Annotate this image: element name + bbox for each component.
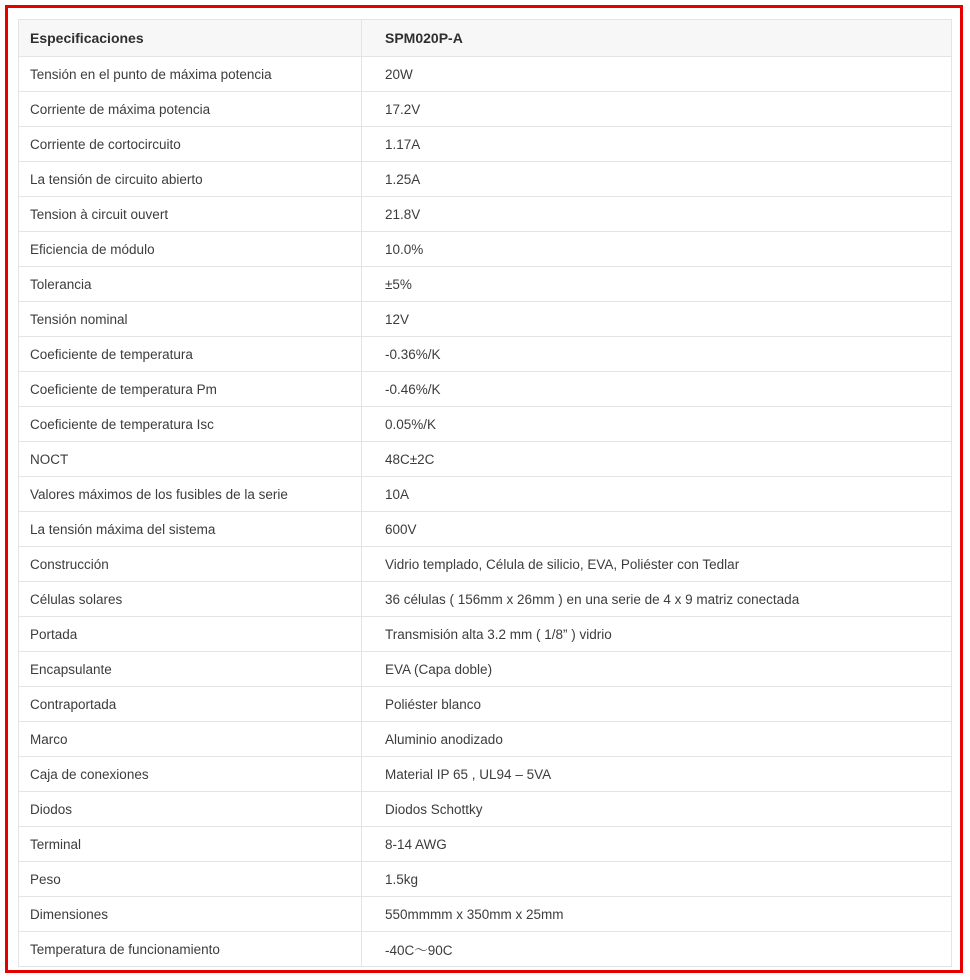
- spec-label: Coeficiente de temperatura Pm: [19, 372, 362, 407]
- spec-label: Tension à circuit ouvert: [19, 197, 362, 232]
- spec-label: La tensión máxima del sistema: [19, 512, 362, 547]
- table-row: [19, 127, 952, 162]
- spec-value: 21.8V: [362, 197, 952, 232]
- spec-value: -0.36%/K: [362, 337, 952, 372]
- spec-label: Tolerancia: [19, 267, 362, 302]
- spec-value: 1.17A: [362, 127, 952, 162]
- table-row: [19, 92, 952, 127]
- spec-label: Coeficiente de temperatura Isc: [19, 407, 362, 442]
- table-row: [19, 512, 952, 547]
- spec-label: Corriente de cortocircuito: [19, 127, 362, 162]
- table-row: [19, 57, 952, 92]
- table-row: [19, 582, 952, 617]
- spec-label: Tensión nominal: [19, 302, 362, 337]
- table-row: [19, 932, 952, 967]
- spec-label: Células solares: [19, 582, 362, 617]
- spec-label: Diodos: [19, 792, 362, 827]
- spec-label: Tensión en el punto de máxima potencia: [19, 57, 362, 92]
- spec-label: La tensión de circuito abierto: [19, 162, 362, 197]
- spec-value: Poliéster blanco: [362, 687, 952, 722]
- table-row: [19, 267, 952, 302]
- red-border-frame: [5, 5, 963, 973]
- spec-label: Eficiencia de módulo: [19, 232, 362, 267]
- table-row: [19, 372, 952, 407]
- spec-value: Vidrio templado, Célula de silicio, EVA, Poliéster con Tedlar: [362, 547, 952, 582]
- table-row: [19, 197, 952, 232]
- spec-label: Caja de conexiones: [19, 757, 362, 792]
- spec-label: Temperatura de funcionamiento: [19, 932, 362, 967]
- spec-value: 12V: [362, 302, 952, 337]
- table-row: [19, 757, 952, 792]
- spec-value: 8-14 AWG: [362, 827, 952, 862]
- spec-value: -40C～90C: [362, 932, 952, 967]
- spec-value: Aluminio anodizado: [362, 722, 952, 757]
- table-header-row: [19, 20, 952, 57]
- table-row: [19, 827, 952, 862]
- table-row: [19, 897, 952, 932]
- table-row: [19, 547, 952, 582]
- spec-value: 1.5kg: [362, 862, 952, 897]
- spec-value: 550mmmm x 350mm x 25mm: [362, 897, 952, 932]
- table-row: [19, 617, 952, 652]
- spec-value: Material IP 65 , UL94 – 5VA: [362, 757, 952, 792]
- spec-label: Coeficiente de temperatura: [19, 337, 362, 372]
- spec-label: Contraportada: [19, 687, 362, 722]
- spec-table-body: [19, 57, 952, 967]
- spec-value: Transmisión alta 3.2 mm ( 1/8” ) vidrio: [362, 617, 952, 652]
- table-row: [19, 792, 952, 827]
- spec-value: 10A: [362, 477, 952, 512]
- table-row: [19, 407, 952, 442]
- table-row: [19, 162, 952, 197]
- spec-label: Construcción: [19, 547, 362, 582]
- spec-value: 0.05%/K: [362, 407, 952, 442]
- table-row: [19, 652, 952, 687]
- spec-value: EVA (Capa doble): [362, 652, 952, 687]
- spec-value: 36 células ( 156mm x 26mm ) en una serie de 4 x 9 matriz conectada: [362, 582, 952, 617]
- table-row: [19, 232, 952, 267]
- spec-value: 48C±2C: [362, 442, 952, 477]
- table-row: [19, 722, 952, 757]
- spec-value: Diodos Schottky: [362, 792, 952, 827]
- spec-value: 1.25A: [362, 162, 952, 197]
- spec-value: 10.0%: [362, 232, 952, 267]
- spec-label: Terminal: [19, 827, 362, 862]
- specifications-table: [18, 19, 952, 967]
- table-row: [19, 862, 952, 897]
- table-row: [19, 302, 952, 337]
- spec-label: Dimensiones: [19, 897, 362, 932]
- spec-value: 17.2V: [362, 92, 952, 127]
- spec-label: Encapsulante: [19, 652, 362, 687]
- column-header-model: SPM020P-A: [362, 20, 952, 57]
- spec-value: 600V: [362, 512, 952, 547]
- table-row: [19, 442, 952, 477]
- spec-label: Portada: [19, 617, 362, 652]
- spec-label: NOCT: [19, 442, 362, 477]
- spec-value: -0.46%/K: [362, 372, 952, 407]
- spec-value: 20W: [362, 57, 952, 92]
- spec-value: ±5%: [362, 267, 952, 302]
- column-header-especificaciones: Especificaciones: [19, 20, 362, 57]
- spec-label: Valores máximos de los fusibles de la serie: [19, 477, 362, 512]
- spec-label: Peso: [19, 862, 362, 897]
- table-row: [19, 477, 952, 512]
- spec-label: Marco: [19, 722, 362, 757]
- table-row: [19, 337, 952, 372]
- table-row: [19, 687, 952, 722]
- spec-label: Corriente de máxima potencia: [19, 92, 362, 127]
